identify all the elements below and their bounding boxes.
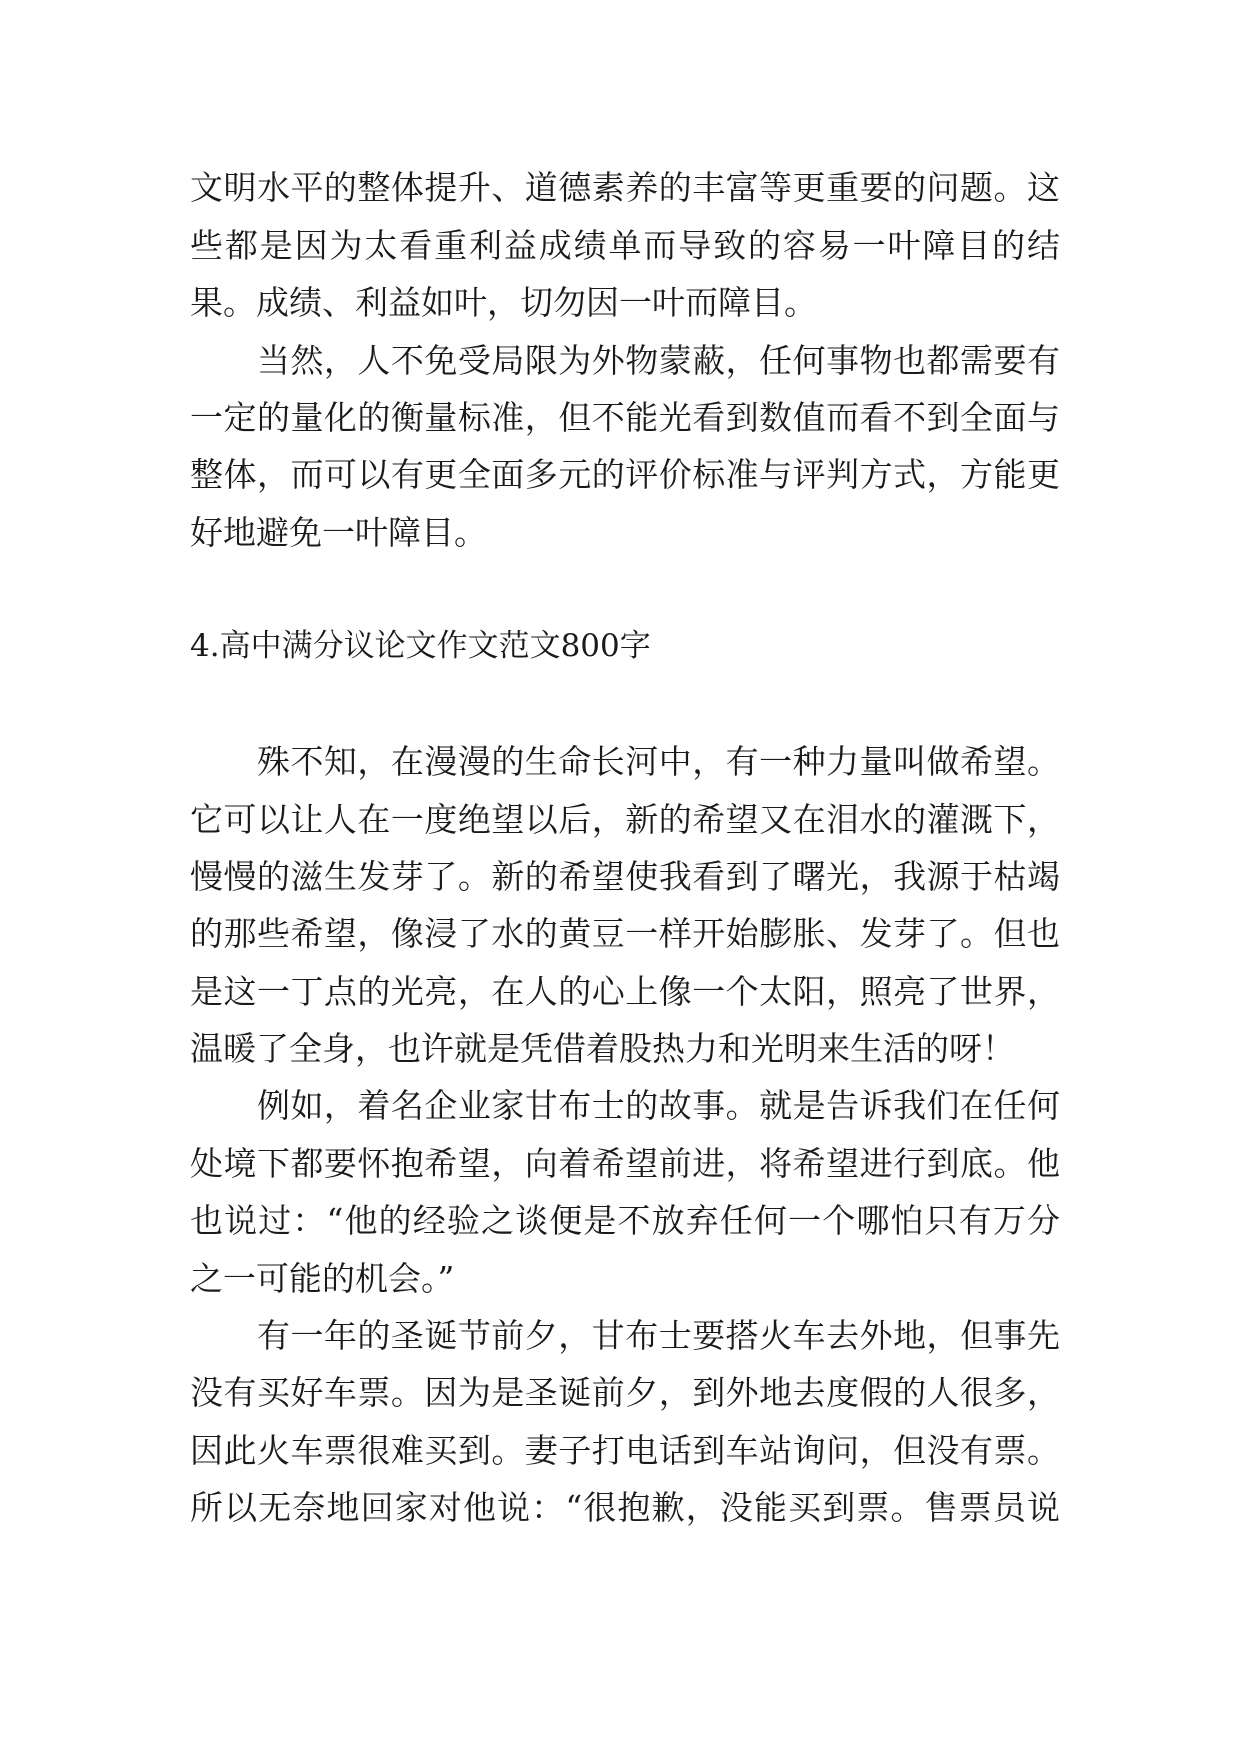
text-line: 也说过：“他的经验之谈便是不放弃任何一个哪怕只有万分: [190, 1201, 1060, 1240]
text-line: 例如，着名企业家甘布士的故事。就是告诉我们在任何: [190, 1086, 1060, 1125]
text-line: 当然，人不免受局限为外物蒙蔽，任何事物也都需要有: [190, 341, 1060, 380]
text-line: 是这一丁点的光亮，在人的心上像一个太阳，照亮了世界，: [190, 972, 1060, 1011]
text-line: 果。成绩、利益如叶，切勿因一叶而障目。: [190, 283, 817, 322]
section-heading: 4.高中满分议论文作文范文800字: [190, 628, 651, 664]
text-line: 好地避免一叶障目。: [190, 513, 487, 552]
text-line: 慢慢的滋生发芽了。新的希望使我看到了曙光，我源于枯竭: [190, 857, 1060, 896]
text-line: 文明水平的整体提升、道德素养的丰富等更重要的问题。这: [190, 168, 1060, 207]
text-line: 些都是因为太看重利益成绩单而导致的容易一叶障目的结: [190, 226, 1060, 265]
text-line: 温暖了全身，也许就是凭借着股热力和光明来生活的呀！: [190, 1029, 1015, 1068]
text-line: 有一年的圣诞节前夕，甘布士要搭火车去外地，但事先: [190, 1316, 1060, 1355]
text-line: 殊不知，在漫漫的生命长河中，有一种力量叫做希望。: [190, 742, 1060, 781]
text-line: 一定的量化的衡量标准，但不能光看到数值而看不到全面与: [190, 398, 1060, 437]
text-line: 之一可能的机会。”: [190, 1259, 455, 1298]
text-line: 处境下都要怀抱希望，向着希望前进，将希望进行到底。他: [190, 1144, 1060, 1183]
text-line: 的那些希望，像浸了水的黄豆一样开始膨胀、发芽了。但也: [190, 914, 1060, 953]
text-line: 因此火车票很难买到。妻子打电话到车站询问，但没有票。: [190, 1431, 1060, 1470]
text-line: 所以无奈地回家对他说：“很抱歉，没能买到票。售票员说: [190, 1488, 1060, 1527]
text-line: 没有买好车票。因为是圣诞前夕，到外地去度假的人很多，: [190, 1373, 1060, 1412]
text-line: 它可以让人在一度绝望以后，新的希望又在泪水的灌溉下，: [190, 800, 1060, 839]
text-line: 整体，而可以有更全面多元的评价标准与评判方式，方能更: [190, 455, 1060, 494]
